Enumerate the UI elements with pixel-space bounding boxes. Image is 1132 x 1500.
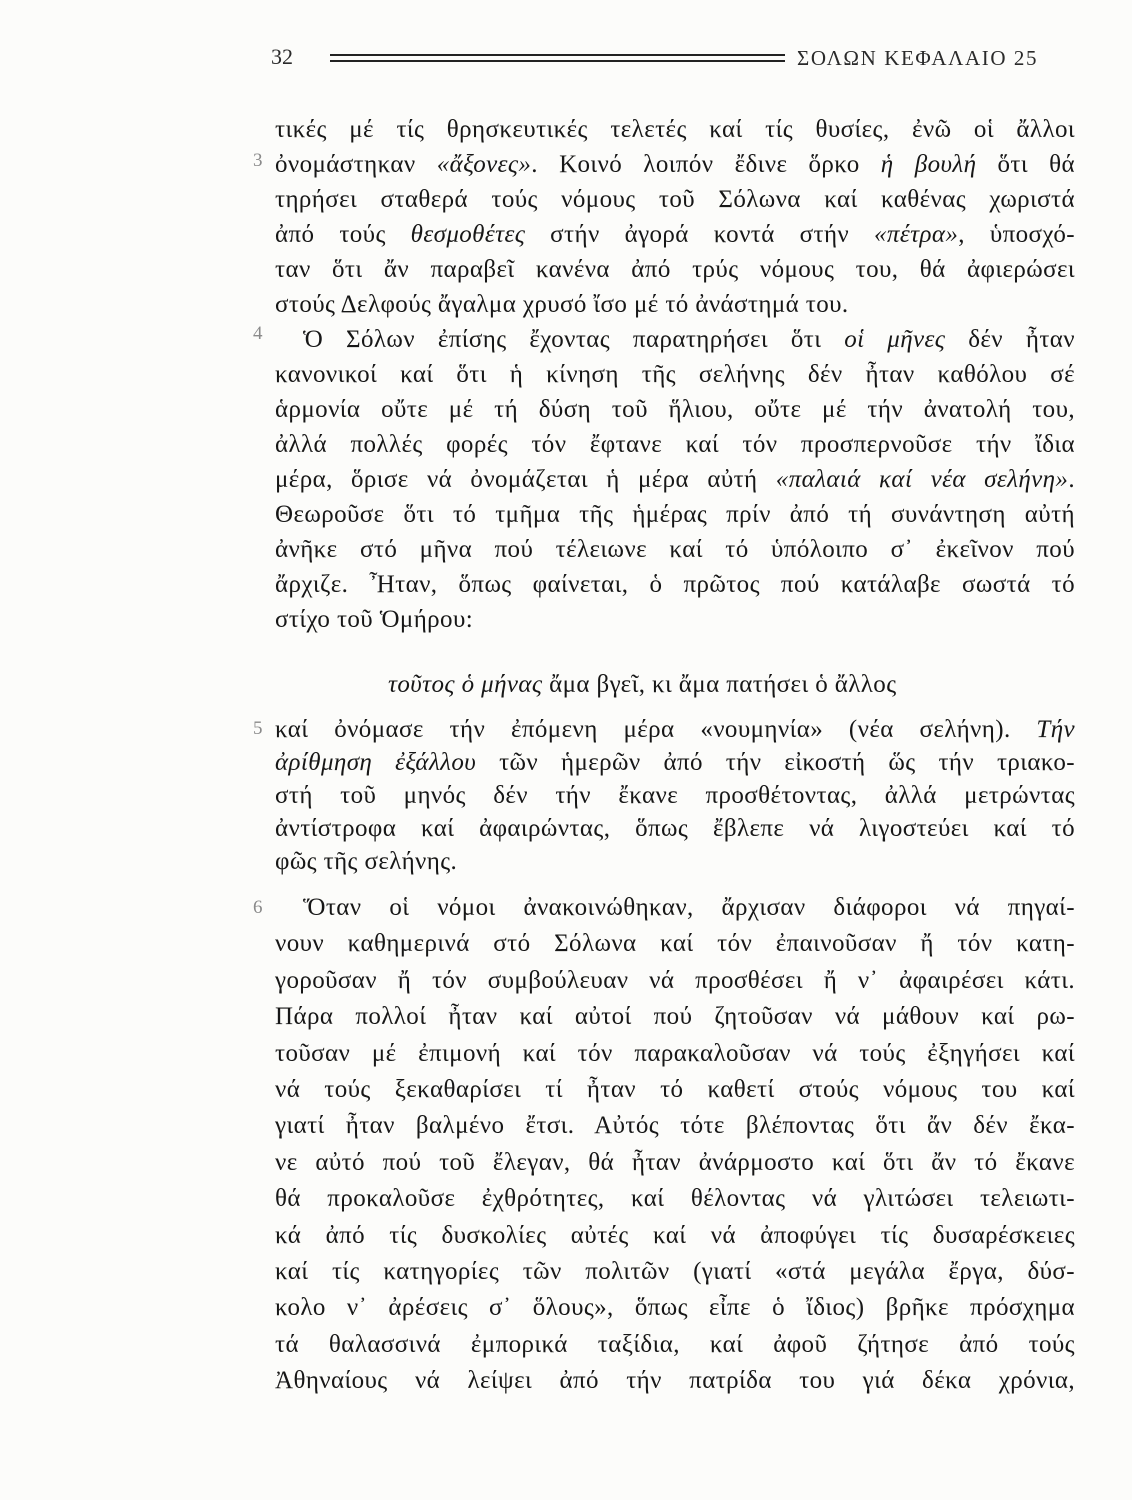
italic-segment: τοῦτος ὁ μήνας xyxy=(388,671,543,698)
text-line: τά θαλασσινά ἐμπορικά ταξίδια, καί ἀφοῦ ζήτησε ἀπό τούς xyxy=(275,1330,1075,1358)
text-line: θά προκαλοῦσε ἐχθρότητες, καί θέλοντας νά γλιτώσει τελειωτι- xyxy=(275,1185,1075,1213)
text-line xyxy=(275,322,1075,357)
header-double-rule xyxy=(330,54,785,62)
text-line: ἀλλά πολλές φορές τόν ἔφτανε καί τόν προσπερνοῦσε τήν ἴδια xyxy=(275,431,1075,458)
text-line xyxy=(275,147,1075,182)
quoted-verse xyxy=(388,667,897,703)
text-line: στίχο τοῦ Ὁμήρου: xyxy=(275,606,474,633)
text-line: κανονικοί καί ὅτι ἡ κίνηση τῆς σελήνης δέν ἦταν καθόλου σέ xyxy=(275,361,1075,388)
running-title: ΣΟΛΩΝ ΚΕΦΑΛΑΙΟ 25 xyxy=(797,46,1039,70)
paragraph-block-1 xyxy=(275,112,1075,637)
text-line xyxy=(275,217,1075,252)
italic-segment: ἀρίθμηση ἐξάλλου xyxy=(275,749,477,776)
text-segment: Ὁ Σόλων ἐπίσης ἔχοντας παρατηρήσει ὅτι xyxy=(303,326,845,353)
text-line: νά τούς ξεκαθαρίσει τί ἦταν τό καθετί στούς νόμους του καί xyxy=(275,1075,1075,1103)
text-line: τικές μέ τίς θρησκευτικές τελετές καί τίς θυσίες, ἐνῶ οἱ ἄλλοι xyxy=(275,116,1075,143)
text-line: νε αὐτό πού τοῦ ἔλεγαν, θά ἦταν ἀνάρμοστο καί ὅτι ἄν τό ἔκανε xyxy=(275,1148,1075,1176)
text-line: γοροῦσαν ἤ τόν συμβούλευαν νά προσθέσει ἤ ν᾽ ἀφαιρέσει κάτι. xyxy=(275,966,1075,994)
text-line: κά ἀπό τίς δυσκολίες αὐτές καί νά ἀποφύγει τίς δυσαρέσκειες xyxy=(275,1221,1075,1249)
section-number-4: 4 xyxy=(253,323,263,344)
text-line: τηρήσει σταθερά τούς νόμους τοῦ Σόλωνα καί καθένας χωριστά xyxy=(275,186,1075,213)
italic-segment: θεσμοθέτες xyxy=(410,221,526,248)
text-line: φῶς τῆς σελήνης. xyxy=(275,848,458,875)
text-segment: τῶν ἡμερῶν ἀπό τήν εἰκοστή ὥς τήν τριακο- xyxy=(476,749,1075,776)
text-line: Ὅταν οἱ νόμοι ἀνακοινώθηκαν, ἄρχισαν διάφοροι νά πηγαί- xyxy=(303,894,1075,921)
italic-segment: Τήν xyxy=(1036,716,1075,743)
text-segment: καί ὀνόμασε τήν ἐπόμενη μέρα «νουμηνία» (νέα σελήνη). xyxy=(275,716,1037,743)
text-line: τοῦσαν μέ ἐπιμονή καί τόν παρακαλοῦσαν νά τούς ἐξηγήσει καί xyxy=(275,1039,1075,1067)
text-line: κολο ν᾽ ἀρέσεις σ᾽ ὅλους», ὅπως εἶπε ὁ ἴδιος) βρῆκε πρόσχημα xyxy=(275,1294,1075,1322)
italic-segment: ἡ βουλή xyxy=(880,151,977,178)
text-line xyxy=(275,462,1075,497)
text-line: νουν καθημερινά στό Σόλωνα καί τόν ἐπαινοῦσαν ἤ τόν κατη- xyxy=(275,930,1075,958)
italic-segment: οἱ μῆνες xyxy=(844,326,946,353)
text-line xyxy=(275,746,1075,779)
text-segment: . Κοινό λοιπόν ἔδινε ὅρκο xyxy=(531,151,881,178)
text-line: στούς Δελφούς ἄγαλμα χρυσό ἴσο μέ τό ἀνάστημά του. xyxy=(275,291,849,318)
text-line: ἄρχιζε. Ἦταν, ὅπως φαίνεται, ὁ πρῶτος πού κατάλαβε σωστά τό xyxy=(275,571,1075,598)
page-number: 32 xyxy=(271,44,293,69)
text-segment: , ὑποσχό- xyxy=(958,221,1075,248)
text-line: Ἀθηναίους νά λείψει ἀπό τήν πατρίδα του γιά δέκα χρόνια, xyxy=(275,1367,1075,1395)
section-number-3: 3 xyxy=(253,150,263,171)
text-segment: μέρα, ὅρισε νά ὀνομάζεται ἡ μέρα αὐτή xyxy=(275,466,776,493)
text-line: ἁρμονία οὔτε μέ τή δύση τοῦ ἥλιου, οὔτε μέ τήν ἀνατολή του, xyxy=(275,396,1075,423)
text-line: γιατί ἦταν βαλμένο ἔτσι. Αὐτός τότε βλέποντας ὅτι ἄν δέν ἔκα- xyxy=(275,1112,1075,1140)
italic-segment: «παλαιά καί νέα σελήνη» xyxy=(775,466,1069,493)
paragraph-block-3 xyxy=(275,890,1075,1399)
text-segment: δέν ἦταν xyxy=(945,326,1075,353)
text-segment: ἄμα βγεῖ, κι ἄμα πατήσει ὁ ἄλλος xyxy=(542,671,897,698)
text-line xyxy=(275,713,1075,746)
text-line: Θεωροῦσε ὅτι τό τμῆμα τῆς ἡμέρας πρίν ἀπό τή συνάντηση αὐτή xyxy=(275,501,1075,528)
section-number-6: 6 xyxy=(253,897,263,918)
italic-segment: «πέτρα» xyxy=(874,221,959,248)
paragraph-block-2 xyxy=(275,713,1075,878)
text-segment: στήν ἀγορά κοντά στήν xyxy=(525,221,875,248)
text-line: Πάρα πολλοί ἦταν καί αὐτοί πού ζητοῦσαν νά μάθουν καί ρω- xyxy=(275,1003,1075,1031)
text-segment: ἀπό τούς xyxy=(275,221,411,248)
section-number-5: 5 xyxy=(253,718,263,739)
text-line: ταν ὅτι ἄν παραβεῖ κανένα ἀπό τρύς νόμους του, θά ἀφιερώσει xyxy=(275,256,1075,283)
text-line: στή τοῦ μηνός δέν τήν ἔκανε προσθέτοντας, ἀλλά μετρώντας xyxy=(275,782,1075,809)
text-segment: ὀνομάστηκαν xyxy=(275,151,437,178)
text-line: καί τίς κατηγορίες τῶν πολιτῶν (γιατί «στά μεγάλα ἔργα, δύσ- xyxy=(275,1257,1075,1285)
text-line: ἀνῆκε στό μῆνα πού τέλειωνε καί τό ὑπόλοιπο σ᾽ ἐκεῖνον πού xyxy=(275,536,1075,563)
text-segment: ὅτι θά xyxy=(976,151,1075,178)
text-line: ἀντίστροφα καί ἀφαιρώντας, ὅπως ἔβλεπε νά λιγοστεύει καί τό xyxy=(275,815,1075,842)
text-segment: . xyxy=(1068,466,1075,493)
italic-segment: «ἄξονες» xyxy=(436,151,532,178)
